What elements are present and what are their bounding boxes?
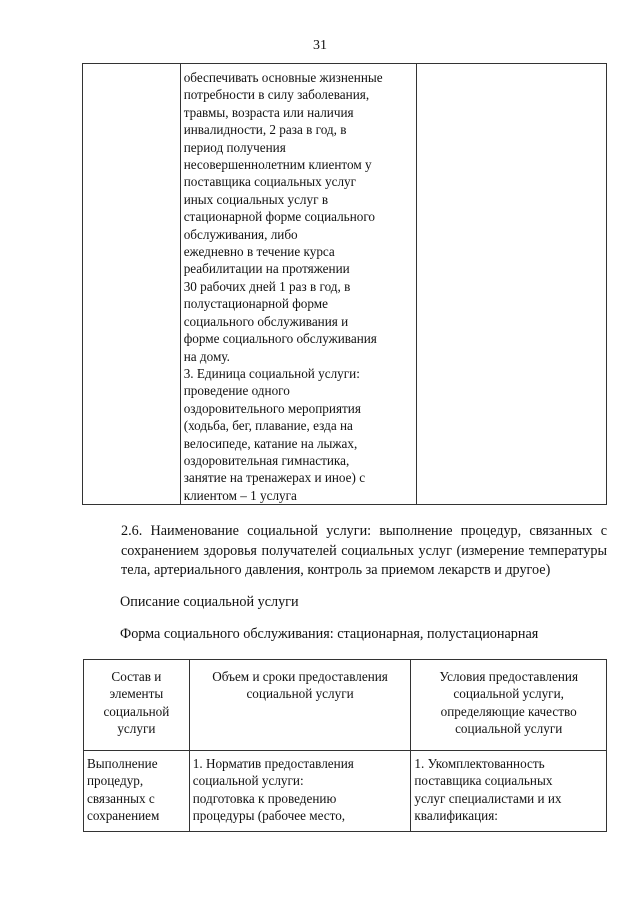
table-cell-composition [84, 751, 190, 832]
text-line: 1. Укомплектованность [414, 756, 545, 771]
table-cell-volume-and-terms [180, 64, 416, 505]
table-cell-conditions [416, 64, 606, 505]
text-line: элементы [109, 686, 164, 702]
text-line: на дому. [183, 348, 230, 364]
text-line: подготовка к проведению [192, 790, 337, 806]
text-line: поставщика социальных услуг [183, 174, 357, 190]
text-line: период получения [183, 139, 286, 155]
continuation-table [82, 63, 607, 505]
text-line: инвалидности, 2 раза в год, в [183, 122, 347, 138]
text-line: процедуры (рабочее место, [192, 808, 346, 824]
text-line: определяющие качество [440, 703, 577, 719]
text-line: поставщика социальных [414, 773, 553, 789]
text-line: Условия предоставления [439, 669, 579, 684]
text-line: иных социальных услуг в [183, 191, 329, 207]
text-line: полустационарной форме [183, 296, 328, 312]
text-line: сохранением [87, 808, 160, 824]
text-line: квалификация: [414, 808, 498, 824]
text-line: услуги [117, 721, 156, 737]
text-line: занятие на тренажерах и иное) с [183, 470, 366, 486]
text-line: потребности в силу заболевания, [183, 87, 370, 103]
table-row [83, 64, 607, 505]
text-line: обслуживания, либо [183, 226, 298, 242]
text-line: сохранением здоровья получателей социальных услуг (измерение температуры [121, 542, 607, 559]
service-table [83, 659, 607, 832]
text-line: связанных с [87, 790, 155, 806]
text-line: услуг специалистами и их [414, 790, 562, 806]
table-cell-composition [83, 64, 181, 505]
text-line: ежедневно в течение курса [183, 244, 335, 260]
text-line: травмы, возраста или наличия [183, 104, 354, 120]
text-line: реабилитации на протяжении [183, 261, 350, 277]
text-line: 1. Норматив предоставления [192, 756, 354, 771]
text-line: клиентом – 1 услуга [183, 487, 297, 503]
text-line: стационарной форме социального [183, 209, 376, 225]
table-header-row [84, 660, 607, 751]
description-heading: Описание социальной услуги [120, 594, 299, 610]
text-line: социальной услуги [246, 686, 354, 702]
service-form-line: Форма социального обслуживания: стационарная, полустационарная [120, 626, 539, 642]
table-header-composition [84, 660, 190, 751]
table-cell-volume-and-terms [189, 751, 411, 832]
text-line: 30 рабочих дней 1 раз в год, в [183, 278, 351, 294]
text-line: обеспечивать основные жизненные [183, 70, 383, 85]
text-line: социального обслуживания и [183, 313, 349, 329]
table-row [84, 751, 607, 832]
table-cell-conditions [411, 751, 607, 832]
text-line: несовершеннолетним клиентом у [183, 157, 372, 173]
text-line: социальной услуги [455, 721, 563, 737]
text-line: 3. Единица социальной услуги: [183, 365, 360, 381]
text-line: социальной услуги, [453, 686, 564, 702]
table-header-conditions [411, 660, 607, 751]
text-line: (ходьба, бег, плавание, езда на [183, 418, 353, 434]
section-2-6-paragraph [83, 522, 607, 581]
text-line: тела, артериального давления, контроль за приемом лекарств и другое) [121, 562, 551, 578]
text-line: проведение одного [183, 383, 290, 399]
text-line: оздоровительная гимнастика, [183, 452, 350, 468]
text-line: Выполнение [87, 756, 158, 771]
text-line: 2.6. Наименование социальной услуги: выполнение процедур, связанных с [121, 523, 607, 539]
text-line: процедур, [87, 773, 144, 789]
text-line: велосипеде, катание на лыжах, [183, 435, 358, 451]
text-line: социальной [103, 703, 170, 719]
page-number: 31 [313, 38, 327, 53]
text-line: форме социального обслуживания [183, 331, 377, 347]
table-header-volume-and-terms [189, 660, 411, 751]
text-line: оздоровительного мероприятия [183, 400, 361, 416]
text-line: Объем и сроки предоставления [212, 669, 388, 684]
text-line: социальной услуги: [192, 773, 304, 789]
text-line: Состав и [111, 669, 162, 684]
